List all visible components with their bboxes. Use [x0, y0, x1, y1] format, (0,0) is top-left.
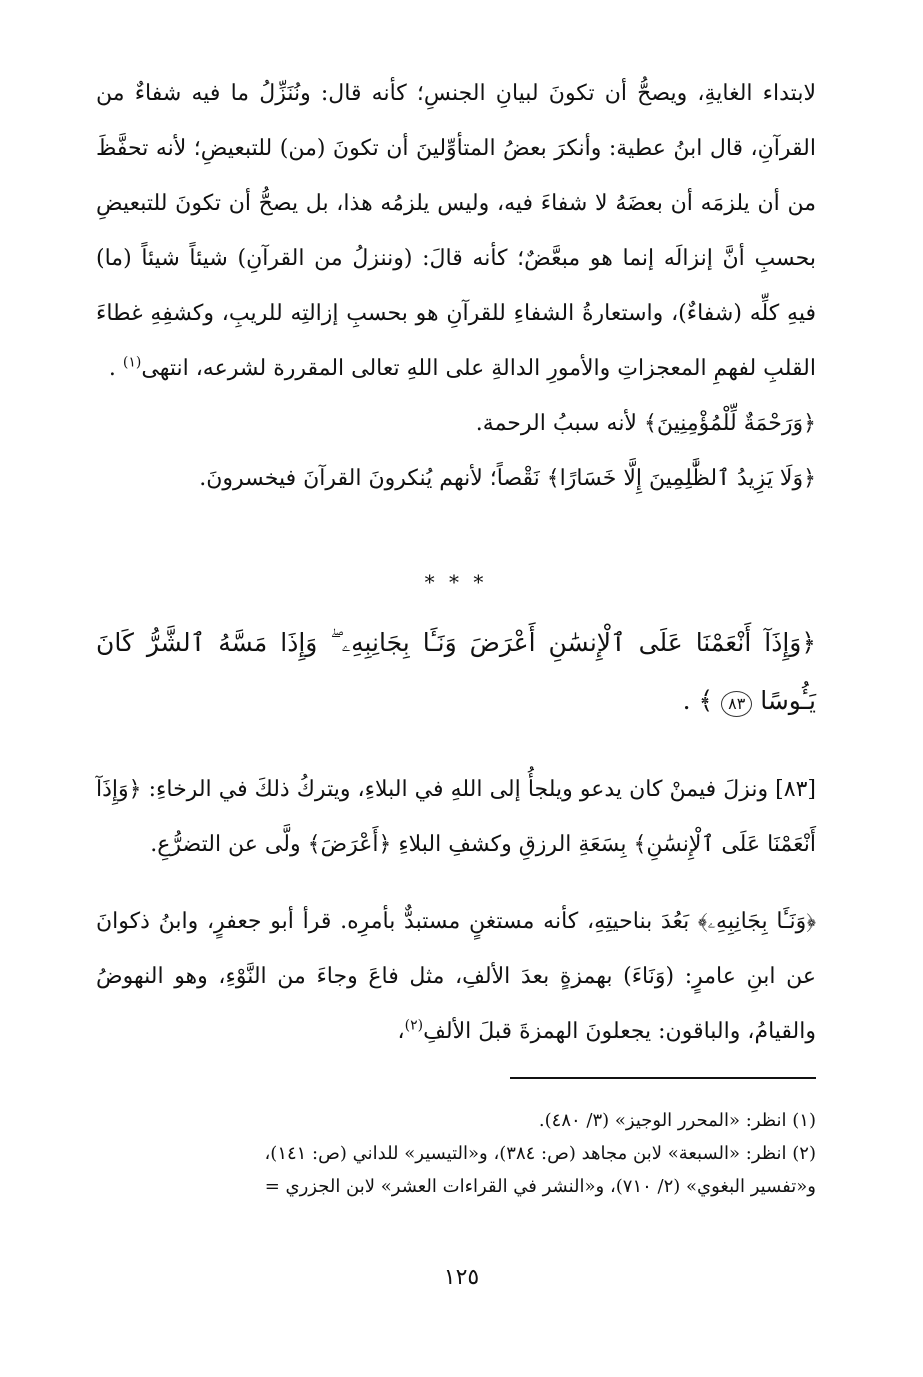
- quran-verse-close: ﴾ .: [682, 686, 714, 715]
- quran-quote-loss: ﴿وَلَا يَزِيدُ ٱلظَّٰلِمِينَ إِلَّا خَسَارًا﴾: [546, 466, 816, 491]
- page-number: ١٢٥: [443, 1265, 480, 1290]
- paragraph-loss: [96, 451, 816, 506]
- footnote-ref-2: (٢): [404, 1017, 424, 1034]
- quran-verse-text: ﴿وَإِذَآ أَنْعَمْنَا عَلَى ٱلْإِنسَٰنِ أَعْرَضَ وَنَـَٔا بِجَانِبِهِۦ ۖ وَإِذَا مَسَّهُ ٱلشَّرُّ كَانَ يَـُٔوسًا: [96, 628, 816, 715]
- footnote-2-line-2: و«تفسير البغوي» (٢/ ٧١٠)، و«النشر في القراءات العشر» لابن الجزري =: [264, 1176, 816, 1197]
- footnotes: [96, 1104, 816, 1203]
- paragraph-mercy: [96, 396, 816, 451]
- footnote-1: (١) انظر: «المحرر الوجيز» (٣/ ٤٨٠).: [538, 1110, 816, 1131]
- quran-quote-mercy: ﴿وَرَحْمَةٌ لِّلْمُؤْمِنِينَ﴾: [643, 411, 816, 436]
- commentary-text: [96, 740, 816, 1081]
- footnote-divider: [510, 1077, 816, 1079]
- paragraph-intro-text: لابتداء الغايةِ، ويصحُّ أن تكونَ لبيانِ الجنسِ؛ كأنه قال: ونُنَزِّلُ ما فيه شفاءٌ من القرآنِ، قال ابنُ عطية: وأنكرَ بعضُ المتأوِّلينَ أن تكونَ (من) للتبعيضِ؛ لأنه تحفَّظَ من أن يلزمَه أن بعضَهُ لا شفاءَ فيه، وليس يلزمُه هذا، بل يصحُّ أن تكونَ للتبعيضِ بحسبِ أنَّ إنزالَه إنما هو مبعَّضٌ؛ كأنه قالَ: (وننزلُ من القرآنِ) شيئاً شيئاً (ما) فيهِ كلِّه (شفاءٌ)، واستعارةُ الشفاءِ للقرآنِ هو بحسبِ إزالتِه للريبِ، وكشفِهِ غطاءَ القلبِ لفهمِ المعجزاتِ والأمورِ الدالةِ على اللهِ تعالى المقررة لشرعه، انتهى: [96, 81, 816, 381]
- paragraph-mercy-text: لأنه سببُ الرحمة.: [475, 411, 637, 436]
- quran-verse-block: [96, 614, 816, 730]
- footnote-ref-1: (١): [122, 354, 142, 371]
- section-separator: * * *: [424, 570, 488, 594]
- paragraph-intro: [96, 66, 816, 396]
- commentary-paragraph-2-end: ،: [397, 1019, 405, 1044]
- commentary-paragraph-2: [96, 894, 816, 1059]
- paragraph-loss-text: نَقْصاً؛ لأنهم يُنكرونَ القرآنَ فيخسرونَ.: [199, 466, 540, 491]
- commentary-paragraph-2-text: ﴿وَنَـَٔا بِجَانِبِهِۦ﴾ بَعُدَ بناحيتِهِ، كأنه مستغنٍ مستبدٌّ بأمرِه. قرأ أبو جعفرٍ، وابنُ ذكوانَ عن ابنِ عامرٍ: (وَنَاءَ) بهمزةٍ بعدَ الألفِ، مثل فاعَ وجاءَ من النَّوْءِ، وهو النهوضُ والقيامُ، والباقون: يجعلونَ الهمزةَ قبلَ الألفِ: [96, 909, 816, 1044]
- main-text: [96, 66, 816, 506]
- commentary-paragraph-1: [٨٣] ونزلَ فيمنْ كان يدعو ويلجأُ إلى اللهِ في البلاءِ، ويتركُ ذلكَ في الرخاءِ: ﴿وَإِذَآ أَنْعَمْنَا عَلَى ٱلْإِنسَٰنِ﴾ بِسَعَةِ الرزقِ وكشفِ البلاءِ ﴿أَعْرَضَ﴾ ولَّى عن التضرُّعِ.: [96, 777, 816, 857]
- ayah-number-marker: ٨٣: [721, 691, 752, 717]
- footnote-2-line-1: (٢) انظر: «السبعة» لابن مجاهد (ص: ٣٨٤)، و«التيسير» للداني (ص: ١٤١)،: [264, 1143, 816, 1164]
- paragraph-intro-end: .: [108, 356, 116, 381]
